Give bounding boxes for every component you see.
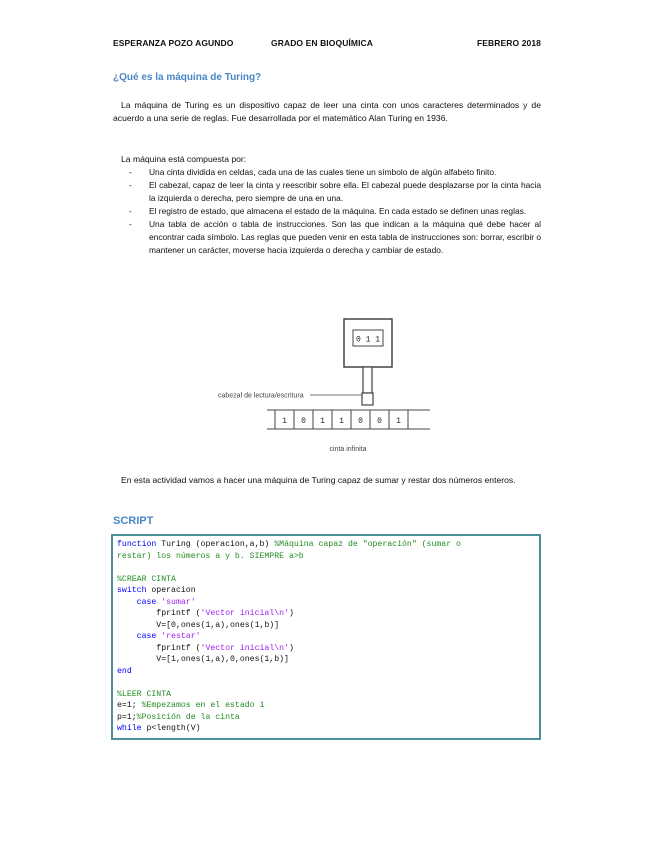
tape-label: cinta infinita	[329, 446, 367, 453]
code-line: p=1;%Posición de la cinta	[117, 712, 240, 722]
tape-cell-symbol: 0	[377, 417, 382, 426]
head-tip	[362, 393, 373, 405]
activity-paragraph: En esta actividad vamos a hacer una máquina de Turing capaz de sumar y restar dos números enteros.	[121, 475, 516, 485]
head-rod	[363, 367, 372, 393]
tape-cell-symbol: 0	[301, 417, 306, 426]
code-line: V=[0,ones(1,a),ones(1,b)]	[117, 620, 280, 630]
code-line	[117, 562, 535, 574]
turing-machine-figure	[215, 316, 430, 456]
list-intro: La máquina está compuesta por:	[121, 154, 247, 164]
components-list	[113, 166, 541, 257]
tape-cell-symbol: 1	[282, 417, 287, 426]
tape-cell-symbol: 1	[320, 417, 325, 426]
tape-cells	[275, 410, 408, 429]
code-line: fprintf ('Vector inicial\n')	[117, 609, 294, 618]
list-item: - El cabezal, capaz de leer la cinta y reescribir sobre ella. El cabezal puede desplazarse por la cinta hacia la izquierda o derecha, pero siempre de una en una.	[129, 180, 541, 203]
code-line: fprintf ('Vector inicial\n')	[117, 643, 294, 653]
code-line: function Turing (operacion,a,b) %Máquina capaz de "operación" (sumar o	[117, 540, 461, 549]
state-display-text: 0 1 1	[355, 335, 381, 345]
intro-paragraph: La máquina de Turing es un dispositivo capaz de leer una cinta con unos caracteres determinados y de acuerdo a una serie de reglas. Fue desarrollada por el matemático Alan Turing en 1936.	[113, 100, 541, 123]
head-label: cabezal de lectura/escritura	[218, 392, 304, 400]
code-line	[117, 677, 535, 689]
turing-machine-diagram	[215, 316, 430, 456]
tape-cell-symbol: 1	[396, 417, 401, 426]
code-line: %LEER CINTA	[117, 689, 172, 699]
code-line: switch operacion	[117, 586, 196, 595]
header-author: ESPERANZA POZO AGUNDO	[113, 38, 234, 48]
tape-cell-symbol: 0	[358, 417, 363, 426]
tape-cell-symbol: 1	[339, 417, 344, 426]
list-item: - El registro de estado, que almacena el estado de la máquina. En cada estado se definen unas reglas.	[129, 206, 527, 216]
section-title-script: SCRIPT	[113, 515, 154, 527]
page-header	[113, 38, 541, 50]
code-line: %CREAR CINTA	[117, 574, 176, 584]
code-line: case 'sumar'	[136, 597, 196, 607]
code-block	[111, 534, 541, 740]
list-item: - Una cinta dividida en celdas, cada una de las cuales tiene un símbolo de algún alfabeto finito.	[129, 167, 497, 177]
code-line: restar) los números a y b. SIEMPRE a>b	[117, 551, 304, 561]
header-date: FEBRERO 2018	[476, 38, 541, 48]
header-degree: GRADO EN BIOQUÍMICA	[271, 38, 374, 48]
section-title-turing: ¿Qué es la máquina de Turing?	[113, 72, 262, 83]
code-line: e=1; %Empezamos en el estado 1	[117, 701, 265, 710]
list-item: - Una tabla de acción o tabla de instrucciones. Son las que indican a la máquina qué debe hacer al encontrar cada símbolo. Las reglas que pueden venir en esta tabla de instrucciones son: borrar, escribir o mantener un carácter, moverse hacia izquierda o derecha y cambiar de estado.	[129, 219, 541, 255]
code-line: V=[1,ones(1,a),0,ones(1,b)]	[117, 655, 289, 664]
code-line: while p<length(V)	[117, 724, 201, 733]
code-line: case 'restar'	[136, 632, 201, 641]
code-line: end	[117, 666, 132, 676]
